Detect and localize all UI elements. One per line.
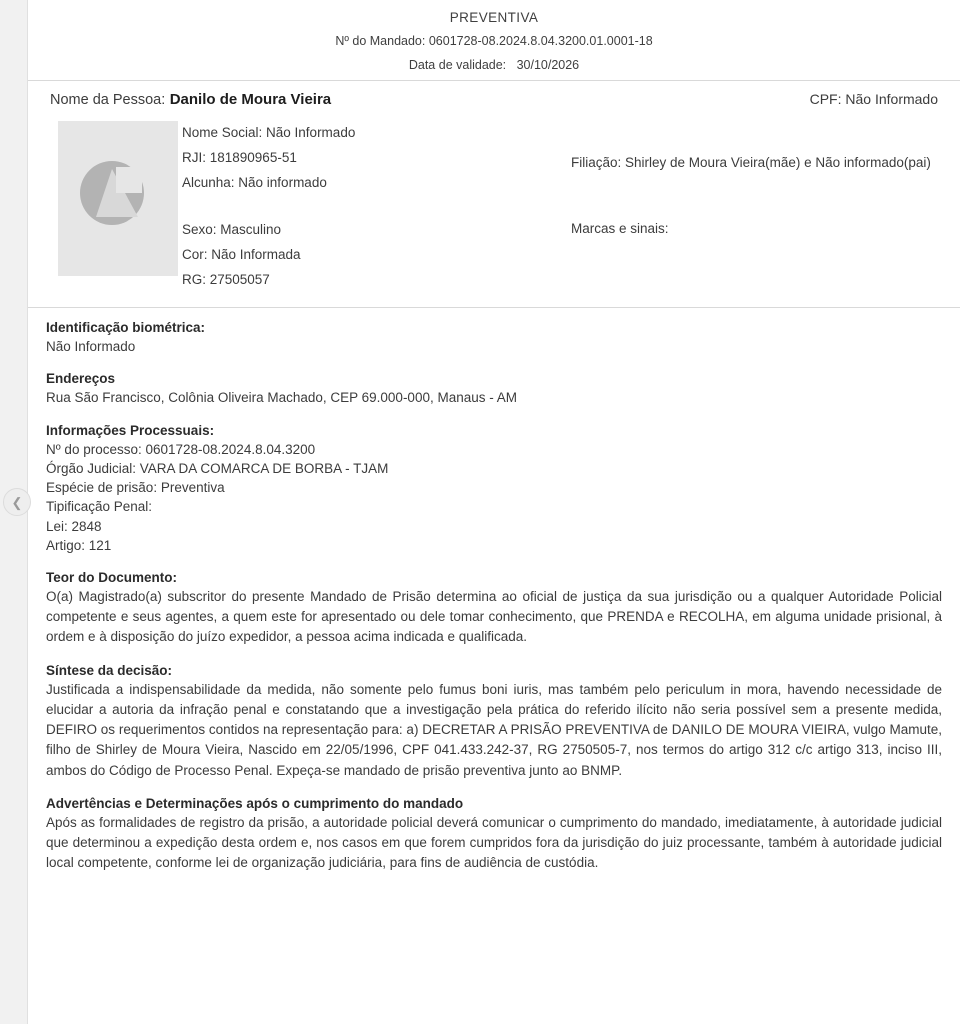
biometria-value: Não Informado [46, 338, 136, 354]
validity-line [48, 58, 940, 72]
person-nome-social: Nome Social: Não Informado [182, 125, 356, 140]
chevron-left-icon: ❮ [11, 494, 23, 510]
person-filiacao: Filiação: Shirley de Moura Vieira(mãe) e Não informado(pai) [571, 155, 931, 170]
processuais-orgao: Órgão Judicial: VARA DA COMARCA DE BORBA - TJAM [46, 461, 389, 477]
person-alcunha: Alcunha: Não informado [182, 174, 327, 190]
person-name-group [50, 91, 331, 109]
processuais-numero: Nº do processo: 0601728-08.2024.8.04.3200 [46, 441, 316, 457]
document-header [28, 0, 960, 81]
person-fields-left [166, 121, 561, 293]
person-cor: Cor: Não Informada [182, 246, 301, 262]
processuais-title: Informações Processuais: [46, 422, 215, 438]
sintese-title: Síntese da decisão: [46, 662, 173, 678]
person-sexo: Sexo: Masculino [182, 221, 282, 237]
enderecos-value: Rua São Francisco, Colônia Oliveira Machado, CEP 69.000-000, Manaus - AM [46, 390, 517, 406]
section-teor-documento [46, 570, 942, 648]
section-informacoes-processuais [46, 423, 942, 555]
person-rji: RJI: 181890965-51 [182, 149, 297, 165]
document-body [28, 308, 960, 913]
sintese-text: Justificada a indispensabilidade da medida, não somente pelo fumus boni iuris, mas também pelo periculum in mora, havendo necessidade de elucidar a autoria da infração penal e constatando que a investigação pela prática do referido ilícito não seria possível sem a presente medida, DEFIRO os requerimentos contidos na representação para: a) DECRETAR A PRISÃO PREVENTIVA de DANILO DE MOURA VIEIRA, vulgo Mamute, filho de Shirley de Moura Vieira, Nascido em 22/05/1996, CPF 041.433.242-37, RG 2750505-7, nos termos do artigo 312 c/c artigo 313, inciso III, ambos do Código de Processo Penal. Expeça-se mandado de prisão preventiva junto ao BNMP. [46, 681, 942, 778]
person-photo-cell [46, 121, 166, 293]
person-fields-right [561, 121, 942, 293]
advertencias-text: Após as formalidades de registro da prisão, a autoridade policial deverá comunicar o cumprimento do mandado, imediatamente, à autoridade judicial que determinou a expedição desta ordem e, nos casos em que forem cumpridos fora da jurisdição do juiz processante, também à autoridade judicial local competente, conforme lei de organização judiciária, para fins de audiência de custódia. [46, 814, 942, 871]
processuais-especie: Espécie de prisão: Preventiva [46, 480, 225, 496]
mandado-number-value: 0601728-08.2024.8.04.3200.01.0001-18 [428, 34, 653, 48]
mandado-number-label: Nº do Mandado: [335, 34, 426, 48]
person-marcas-sinais: Marcas e sinais: [571, 221, 669, 237]
section-sintese-decisao [46, 663, 942, 781]
document-content [28, 0, 960, 913]
person-details-grid [46, 121, 942, 293]
person-name-label: Nome da Pessoa: [50, 92, 166, 108]
person-cpf: CPF: Não Informado [809, 91, 938, 107]
previous-page-button[interactable] [3, 488, 31, 516]
mandado-number-line [48, 34, 940, 48]
section-enderecos [46, 371, 942, 408]
section-biometria [46, 320, 942, 357]
teor-text: O(a) Magistrado(a) subscritor do presente Mandado de Prisão determina ao oficial de justiça da sua jurisdição ou a qualquer Autoridade Policial competente e seus agentes, a quem este for apresentado ou dele tomar conhecimento, que PRENDA e RECOLHA, em alguma unidade prisional, à ordem e à disposição do juízo expedidor, a pessoa acima indicada e qualificada. [46, 588, 942, 645]
enderecos-title: Endereços [46, 371, 116, 387]
person-rg: RG: 27505057 [182, 271, 270, 287]
biometria-title: Identificação biométrica: [46, 319, 206, 335]
document-type-title: PREVENTIVA [449, 10, 539, 25]
section-advertencias [46, 796, 942, 874]
person-section [28, 81, 960, 308]
advertencias-title: Advertências e Determinações após o cumprimento do mandado [46, 795, 464, 811]
person-name-row [46, 91, 942, 113]
validity-value: 30/10/2026 [516, 58, 580, 72]
processuais-artigo: Artigo: 121 [46, 537, 112, 553]
person-photo-placeholder-icon [58, 121, 178, 276]
processuais-lei: Lei: 2848 [46, 518, 102, 534]
person-photo-placeholder [58, 121, 178, 276]
person-name-value: Danilo de Moura Vieira [169, 91, 332, 108]
validity-label: Data de validade: [408, 58, 507, 72]
teor-title: Teor do Documento: [46, 569, 177, 585]
processuais-tipificacao: Tipificação Penal: [46, 499, 153, 515]
